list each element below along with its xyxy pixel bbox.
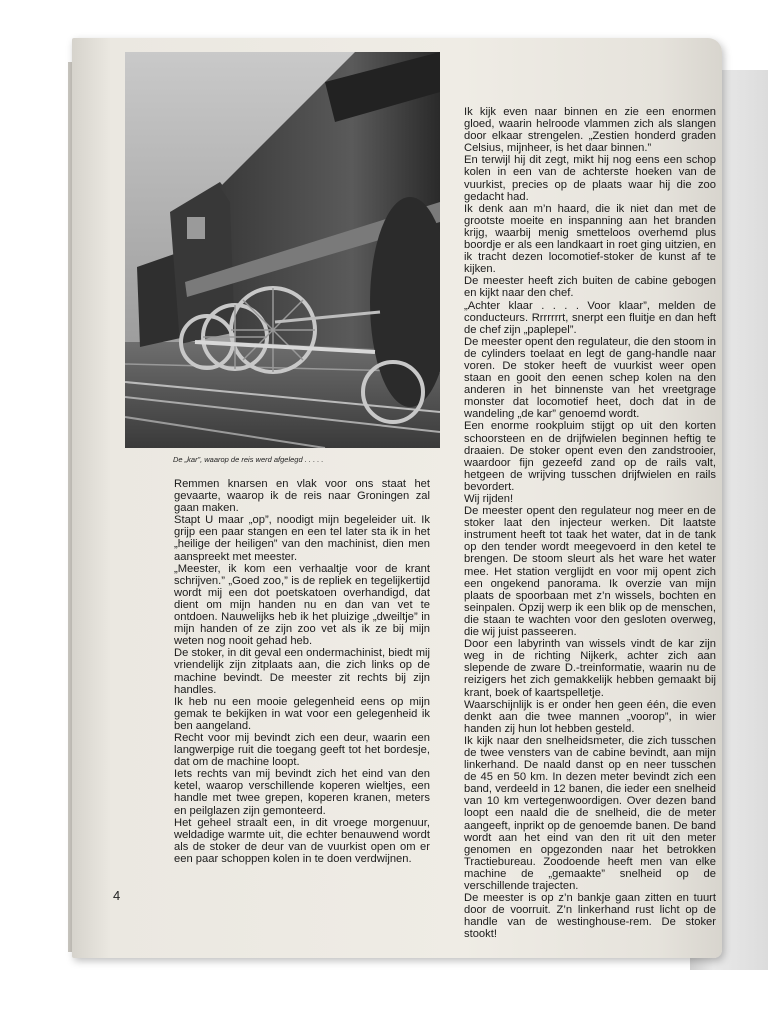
paragraph: Ik heb nu een mooie gelegenheid eens op mijn gemak te bekijken in wat voor een gelegenheid ik ben aangeland. — [174, 695, 430, 732]
paragraph: Waarschijnlijk is er onder hen geen één, die even denkt aan die twee mannen „voorop”, in wier handen zij hun lot hebben gesteld. — [464, 698, 716, 735]
paragraph: Ik kijk naar den snelheidsmeter, die zich tusschen de twee vensters van de cabine bevindt, aan mijn linkerhand. De naald danst op en neer tusschen de 45 en 50 km. In dezen meter bevindt zich een band, verdeeld in 12 banen, die ieder een snelheid van 10 km vertegenwoordigen. Over dezen band loopt een naald die de snelheid, die de meter aangeeft, inprikt op de genoemde banen. De band wordt aan het eind van den rit uit den meter genomen en opgezonden naar het betrokken Tractiebureau. Zoodoende heeft men van elke machine de „gemaakte” snelheid op de verschillende trajecten. — [464, 734, 716, 892]
paragraph: „Meester, ik kom een verhaaltje voor de krant schrijven.” „Goed zoo,” is de repliek en tegelijkertijd wordt mij een dot poetskatoen overhandigd, dat dient om mijn handen nu en dan van vet te ontdoen. Nauwelijks heb ik het pluizige „dweiltje” in mijn handen of ze zijn zoo vet als ik ze bij mijn weten nog nooit gehad heb. — [174, 562, 430, 648]
locomotive-photo — [125, 52, 440, 448]
paragraph: De meester is op z’n bankje gaan zitten en tuurt door de voorruit. Z’n linkerhand rust licht op de handle van de westinghouse-rem. De stoker stookt! — [464, 892, 716, 941]
paragraph: De stoker, in dit geval een ondermachinist, biedt mij vriendelijk zijn zitplaats aan, die zich links op de machine bevindt. De meester zit rechts bij zijn handles. — [174, 647, 430, 696]
paragraph: Stapt U maar „op”, noodigt mijn begeleider uit. Ik grijp een paar stangen en een tel later sta ik in het „heilige der heiligen” van den machinist, dien men aanspreekt met meester. — [174, 514, 430, 563]
paragraph: Recht voor mij bevindt zich een deur, waarin een langwerpige ruit die toegang geeft tot het bordesje, dat om de machine loopt. — [174, 731, 430, 769]
paragraph: Wij rijden! — [464, 493, 514, 505]
paragraph: En terwijl hij dit zegt, mikt hij nog eens een schop kolen in een van de achterste hoeken van de vuurkist, precies op de plaats waar hij die zoo gedacht had. — [464, 154, 716, 203]
paragraph: Het geheel straalt een, in dit vroege morgenuur, weldadige warmte uit, die echter benauwend wordt als de stoker de deur van de vuurkist open om er een paar schoppen kolen in te doen verdwijnen. — [174, 816, 430, 865]
paragraph: Ik denk aan m’n haard, die ik niet dan met de grootste moeite en inspanning aan het branden krijg, waarbij menig smetteloos overhemd plus boordje er als een landkaart in roet ging uitzien, en ik tracht dezen locomotief-stoker de kunst af te kijken. — [464, 202, 716, 276]
article-column-right — [464, 106, 716, 940]
paragraph: Een enorme rookpluim stijgt op uit den korten schoorsteen en de drijfwielen beginnen heftig te draaien. De stoker opent even den zandstrooier, waardoor fijn gezeefd zand op de rails valt, hetgeen de wrijving tusschen drijfwielen en rails bevordert. — [464, 420, 716, 493]
paragraph: De meester heeft zich buiten de cabine gebogen en kijkt naar den chef. — [464, 275, 716, 300]
page-number: 4 — [113, 888, 121, 903]
paragraph: Iets rechts van mij bevindt zich het eind van den ketel, waarop verschillende koperen wieltjes, een handle met twee grepen, koperen kranen, meters en peilglazen zijn gemonteerd. — [174, 768, 430, 817]
paragraph: De meester opent den regulateur, die den stoom in de cylinders toelaat en legt de gang-handle naar voren. De stoker heeft de vuurkist weer open staan en gooit den eenen schep kolen na den anderen in het binnenste van het vreetgrage monster dat locomotief heet, doch dat in de wandeling „de kar” genoemd wordt. — [464, 335, 716, 421]
paragraph: Door een labyrinth van wissels vindt de kar zijn weg in de richting Nijkerk, achter zich aan slepende de zware D.-treinformatie, waarin nu de reizigers het zich gemakkelijk hebben gemaakt bij krant, boek of kaartspelletje. — [464, 638, 716, 699]
paragraph: De meester opent den regulateur nog meer en de stoker laat den injecteur werken. Dit laatste instrument heeft tot taak het water, dat in de tank op den tender wordt meegevoerd in den ketel te brengen. De stoom sleurt als het ware het water mee. Het station verglijdt en voor mij opent zich een ongekend panorama. Ik overzie van mijn plaats de spoorbaan met z’n wissels, bochten en seinpalen. Opzij werp ik een blik op de menschen, die staan te wachten voor den gesloten overweg, die wij juist passeeren. — [464, 505, 716, 639]
photo-caption: De „kar”, waarop de reis werd afgelegd . . . . . — [173, 455, 324, 464]
paragraph: „Achter klaar . . . . Voor klaar”, melden de conducteurs. Rrrrrrrt, snerpt een fluitje en dan heft de chef zijn „paplepel”. — [464, 299, 716, 336]
article-column-left — [174, 478, 430, 865]
paragraph: Remmen knarsen en vlak voor ons staat het gevaarte, waarop ik de reis naar Groningen zal gaan maken. — [174, 478, 430, 515]
paragraph: Ik kijk even naar binnen en zie een enormen gloed, waarin helroode vlammen zich als slangen door elkaar strengelen. „Zestien honderd graden Celsius, mijnheer, is het daar binnen.” — [464, 106, 716, 155]
